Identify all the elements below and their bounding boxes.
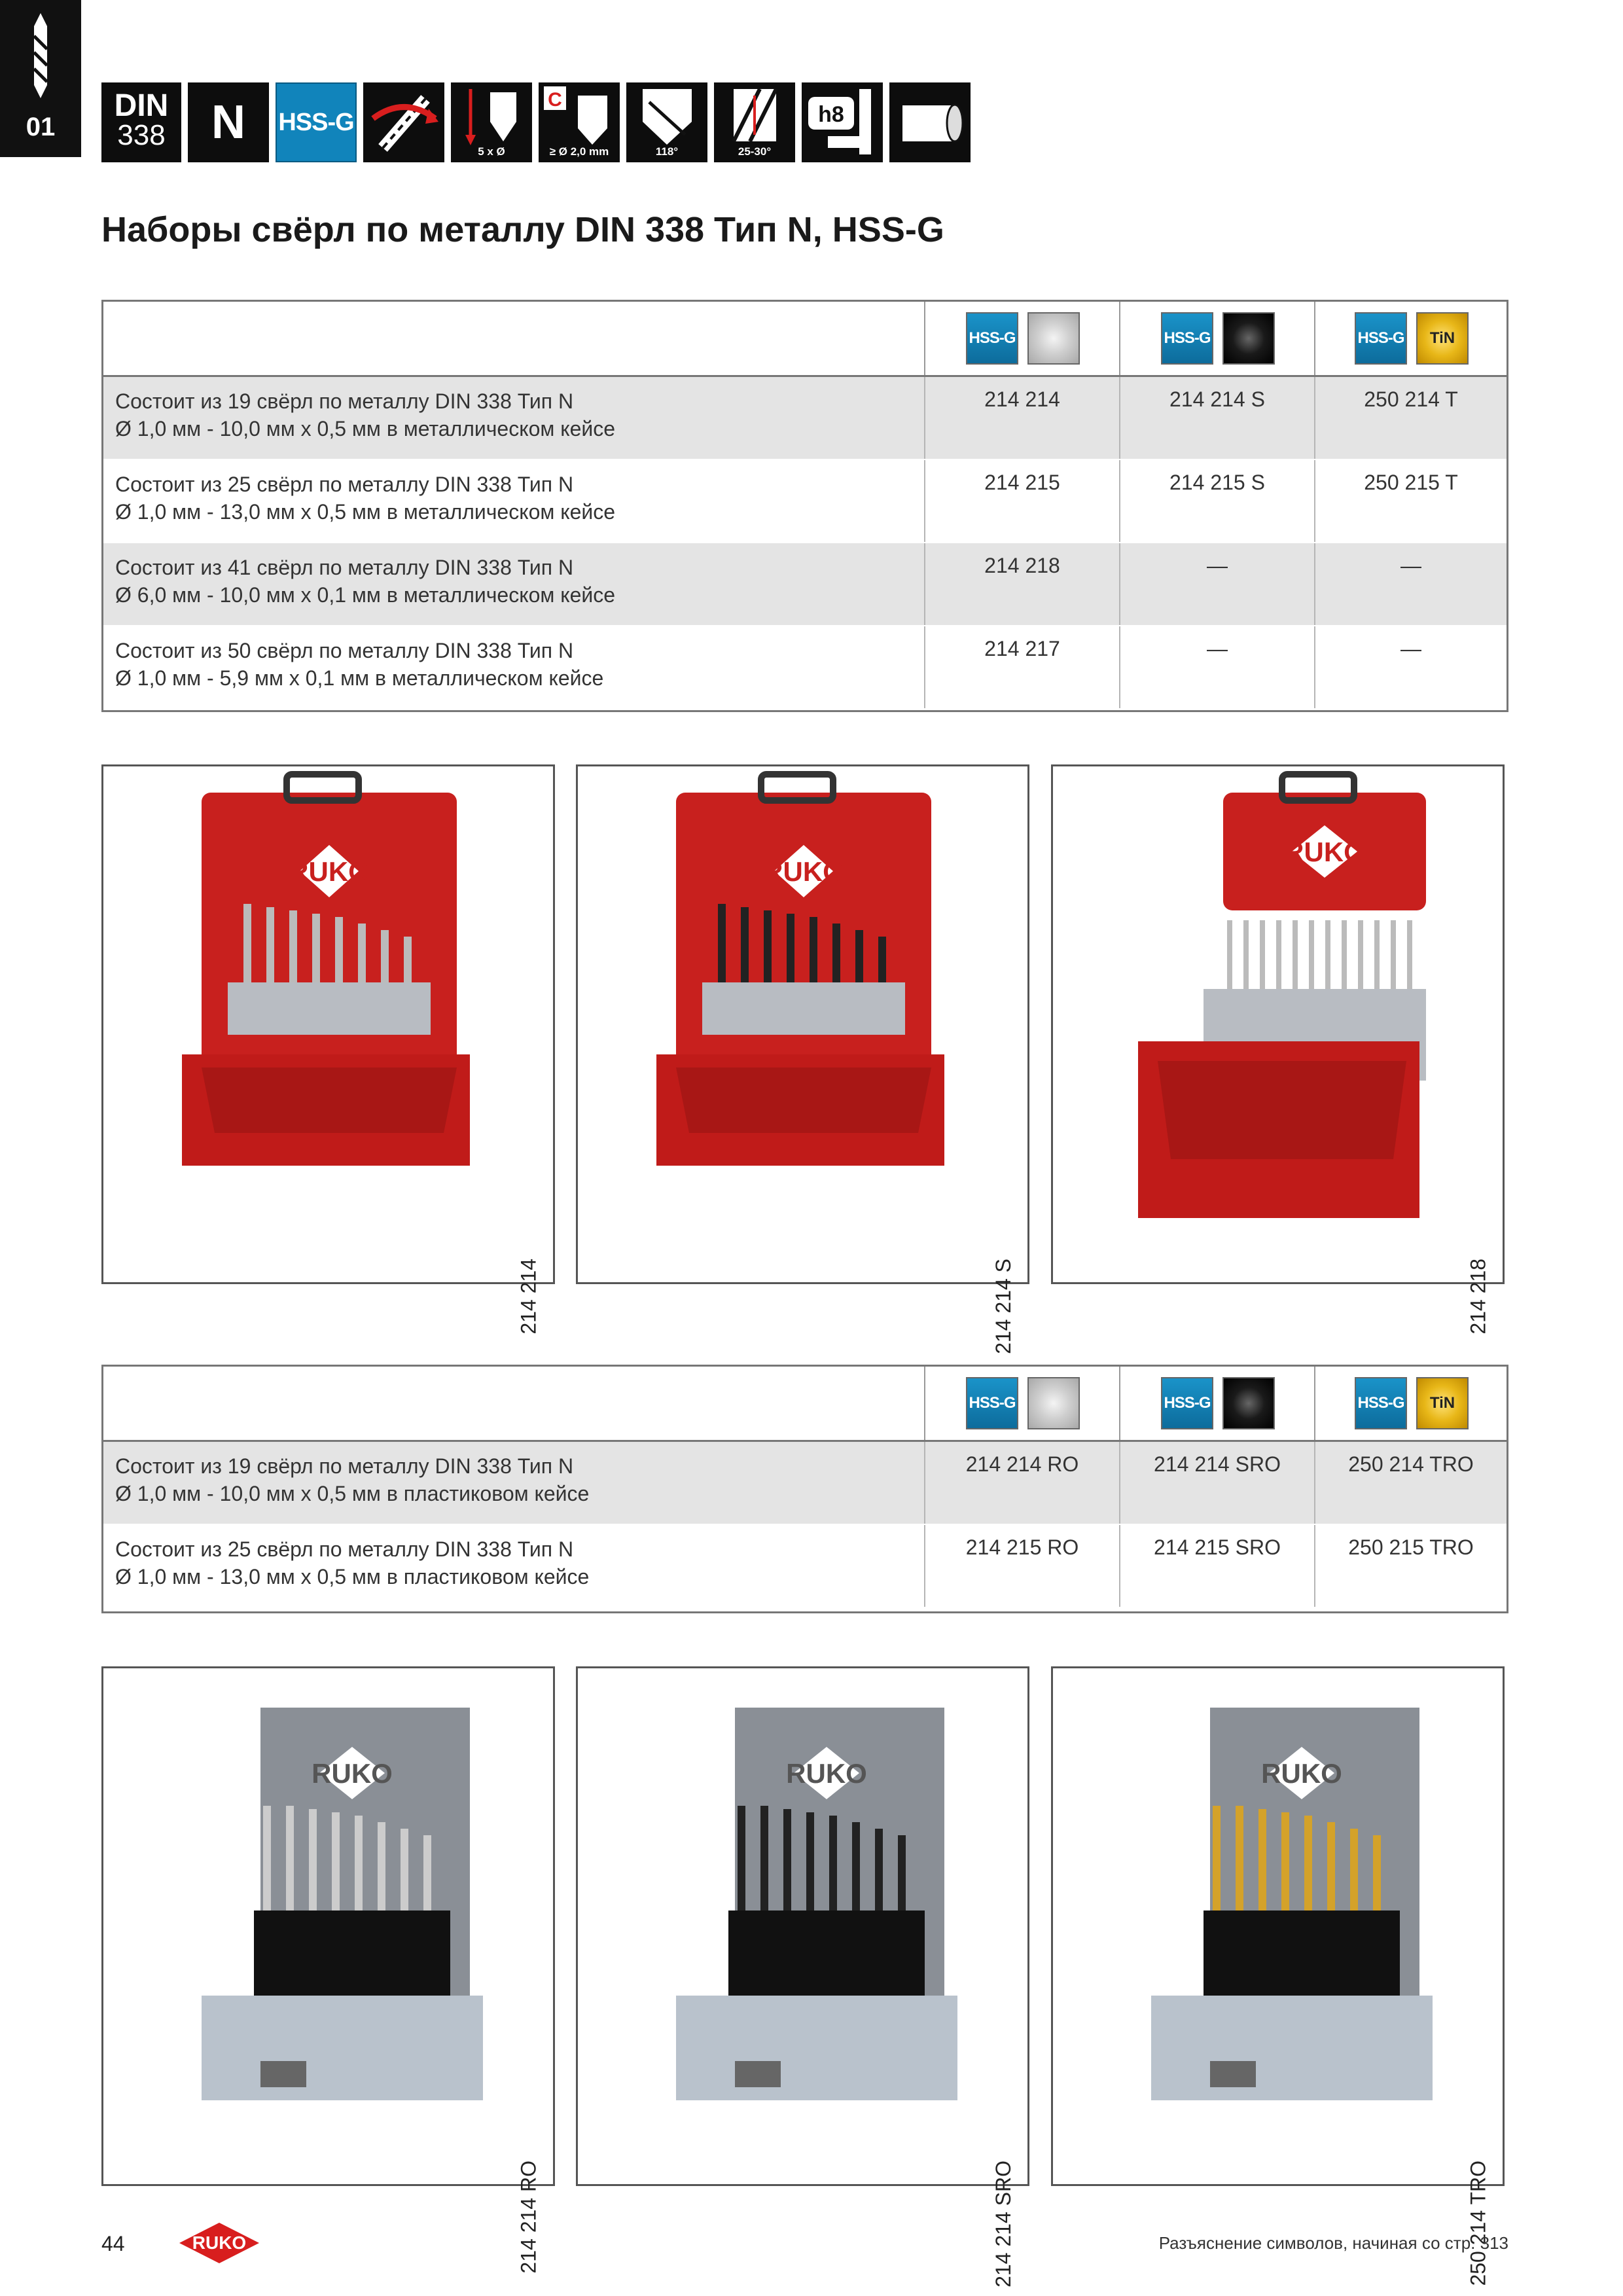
product-image-plastic-black <box>576 1666 1029 2287</box>
helix-angle-icon <box>714 82 795 162</box>
header-col-bright <box>924 1367 1120 1440</box>
row-description: Состоит из 19 свёрл по металлу DIN 338 Тип N Ø 1,0 мм - 10,0 мм x 0,5 мм в пластиковом кейсе <box>115 1454 590 1505</box>
black-finish-swatch <box>1222 312 1275 365</box>
hss-badge: HSS-G <box>1161 312 1213 365</box>
article-black: 214 215 SRO <box>1119 1525 1314 1607</box>
table-row <box>103 459 1507 542</box>
header-col-bright <box>924 302 1120 375</box>
article-black: 214 214 SRO <box>1119 1442 1314 1524</box>
din-label: DIN <box>114 88 169 123</box>
row-description: Состоит из 25 свёрл по металлу DIN 338 Тип N Ø 1,0 мм - 13,0 мм x 0,5 мм в металлическом кейсе <box>115 473 616 524</box>
din-number: 338 <box>117 119 166 151</box>
chapter-tab <box>0 0 81 157</box>
type-label: N <box>211 96 245 149</box>
black-finish-swatch <box>1222 1377 1275 1429</box>
type-symbol <box>188 82 269 162</box>
article-bright: 214 217 <box>924 626 1119 708</box>
article-bright: 214 214 <box>924 377 1119 459</box>
bright-finish-swatch <box>1027 312 1080 365</box>
svg-text:RUKO: RUKO <box>192 2233 247 2253</box>
symbols-reference: Разъяснение символов, начиная со стр. 313 <box>1158 2233 1508 2253</box>
article-tin: 250 215 T <box>1314 460 1507 542</box>
din-symbol <box>101 82 181 162</box>
row-description: Состоит из 50 свёрл по металлу DIN 338 Тип N Ø 1,0 мм - 5,9 мм x 0,1 мм в металлическом кейсе <box>115 639 604 690</box>
angle-caption: 118° <box>655 145 679 158</box>
article-tin: — <box>1314 626 1507 708</box>
page-title: Наборы свёрл по металлу DIN 338 Тип N, HSS-G <box>101 210 944 249</box>
product-code: 250 214 TRO <box>1467 2161 1490 2286</box>
diameter-caption: ≥ Ø 2,0 mm <box>549 145 609 158</box>
article-bright: 214 215 RO <box>924 1525 1119 1607</box>
row-description: Состоит из 25 свёрл по металлу DIN 338 Тип N Ø 1,0 мм - 13,0 мм x 0,5 мм в пластиковом кейсе <box>115 1537 590 1588</box>
table-header <box>103 1367 1507 1442</box>
plastic-case-table <box>101 1365 1508 1613</box>
article-bright: 214 214 RO <box>924 1442 1119 1524</box>
cylinder-shank-icon <box>889 82 971 162</box>
table-row <box>103 542 1507 625</box>
article-bright: 214 215 <box>924 460 1119 542</box>
table-row <box>103 1442 1507 1524</box>
tin-finish-swatch: TiN <box>1416 1377 1469 1429</box>
svg-text:h8: h8 <box>818 102 844 127</box>
hss-badge: HSS-G <box>1355 312 1407 365</box>
table-row <box>103 1524 1507 1607</box>
svg-text:RUKO: RUKO <box>1261 1758 1342 1789</box>
rotation-icon <box>363 82 444 162</box>
svg-text:RUKO: RUKO <box>312 1758 393 1789</box>
hss-badge: HSS-G <box>966 312 1018 365</box>
product-image-metal-41 <box>1051 764 1505 1335</box>
article-bright: 214 218 <box>924 543 1119 625</box>
product-code: 214 214 SRO <box>991 2161 1015 2287</box>
page-number: 44 <box>101 2232 125 2255</box>
row-description: Состоит из 41 свёрл по металлу DIN 338 Тип N Ø 6,0 мм - 10,0 мм x 0,1 мм в металлическом кейсе <box>115 556 616 607</box>
svg-text:RUKO: RUKO <box>289 856 370 887</box>
helix-caption: 25-30° <box>738 145 772 158</box>
article-black: 214 215 S <box>1119 460 1314 542</box>
tin-finish-swatch: TiN <box>1416 312 1469 365</box>
metal-case-table <box>101 300 1508 712</box>
svg-text:RUKO: RUKO <box>763 856 844 887</box>
header-col-black <box>1119 302 1315 375</box>
header-col-black <box>1119 1367 1315 1440</box>
article-tin: 250 214 TRO <box>1314 1442 1507 1524</box>
hss-badge: HSS-G <box>1355 1377 1407 1429</box>
diameter-icon <box>539 82 620 162</box>
bright-finish-swatch <box>1027 1377 1080 1429</box>
article-black: 214 214 S <box>1119 377 1314 459</box>
table-row <box>103 625 1507 708</box>
product-code: 214 218 <box>1467 1259 1490 1335</box>
depth-icon <box>451 82 532 162</box>
depth-caption: 5 x Ø <box>478 145 505 158</box>
svg-text:C: C <box>548 89 562 111</box>
point-angle-icon <box>626 82 707 162</box>
ruko-logo <box>177 2220 262 2269</box>
row-description: Состоит из 19 свёрл по металлу DIN 338 Тип N Ø 1,0 мм - 10,0 мм x 0,5 мм в металлическом кейсе <box>115 389 616 440</box>
article-tin: 250 214 T <box>1314 377 1507 459</box>
tolerance-icon <box>802 82 883 162</box>
svg-text:RUKO: RUKO <box>1284 836 1365 867</box>
svg-text:RUKO: RUKO <box>786 1758 867 1789</box>
hss-badge: HSS-G <box>966 1377 1018 1429</box>
product-code: 214 214 <box>517 1259 541 1335</box>
article-tin: — <box>1314 543 1507 625</box>
chapter-number: 01 <box>26 113 56 141</box>
drill-icon <box>0 0 81 111</box>
table-header <box>103 302 1507 377</box>
article-tin: 250 215 TRO <box>1314 1525 1507 1607</box>
hss-badge: HSS-G <box>1161 1377 1213 1429</box>
product-code: 214 214 RO <box>517 2161 541 2274</box>
product-code: 214 214 S <box>991 1259 1015 1354</box>
material-symbol <box>276 82 357 162</box>
material-label: HSS-G <box>278 108 354 136</box>
article-black: — <box>1119 626 1314 708</box>
header-col-tin <box>1314 302 1508 375</box>
product-image-metal-bright <box>101 764 555 1335</box>
table-row <box>103 377 1507 459</box>
header-col-tin <box>1314 1367 1508 1440</box>
product-image-metal-black <box>576 764 1029 1354</box>
article-black: — <box>1119 543 1314 625</box>
